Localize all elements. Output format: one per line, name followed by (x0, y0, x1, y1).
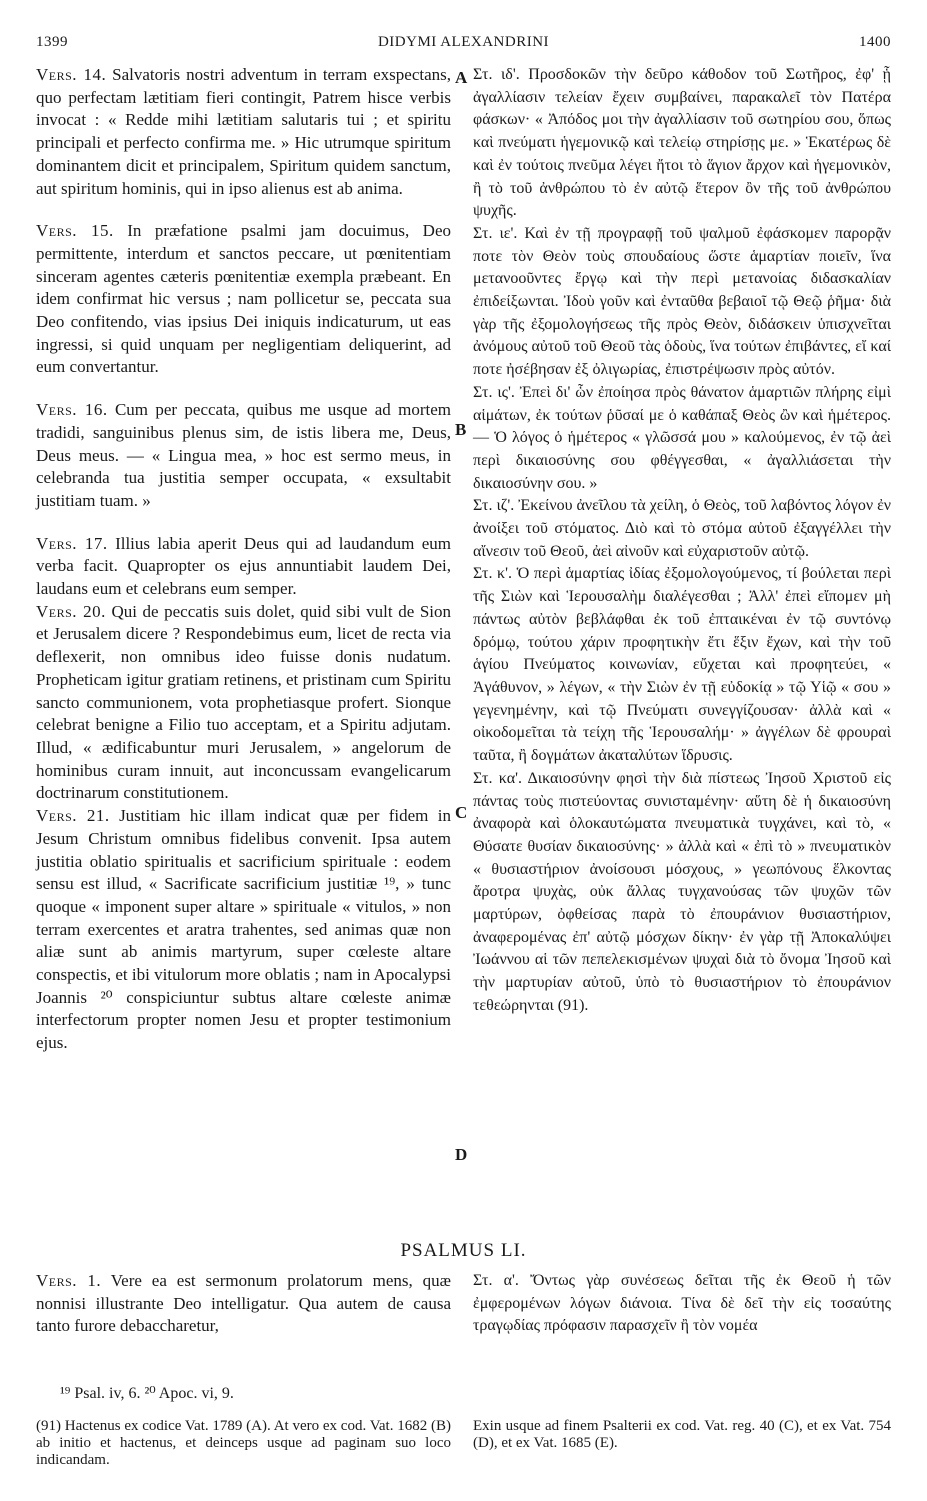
verse-label: Vers. 14. (36, 65, 107, 84)
verse-text: Καὶ ἐν τῇ προγραφῇ τοῦ ψαλμοῦ ἐφάσκομεν παρορᾷν ποτε τὸν Θεὸν τοὺς σπουδαίους ὥστε ἁμαρτίαν ποιεῖν, ἵνα μετανοοῦντες ἔργῳ καὶ τὴν περὶ μετανοίας διδασκαλίαν ἐπιδείξωνται. Ἰδοὺ γοῦν καὶ ἐνταῦθα βεβαιοῖ τῷ Θεῷ ῥῆμα· διὰ γὰρ τῆς ἐξομολογήσεως τῆς πρὸς Θεὸν, διδάσκειν ὑπισχνεῖται ἀνόμους αὐτοῦ τοῦ Θεοῦ τὰς ὁδοὺς, ἵνα τούτων ἐπιβάντες, εἴ καί ποτε ἠσέβησαν ἐξ ὀλιγωρίας, ἐπιστρέψωσιν πρὸς αὐτόν. (473, 224, 892, 379)
verse-label: Vers. 1. (36, 1271, 102, 1290)
verse-label: Στ. ιε'. (473, 224, 518, 242)
greek-verse-17 (473, 495, 891, 563)
footnote-sources: Exin usque ad finem Psalterii ex cod. Vat. reg. 40 (C), et ex Vat. 754 (D), et ex Vat. 1685 (E). (473, 1418, 891, 1451)
greek-verse-14 (473, 64, 891, 223)
verse-label: Στ. κ'. (473, 565, 512, 583)
verse-text: Salvatoris nostri adventum in terram exspectans, quo perfectam lætitiam fieri contingit, Patrem hisce verbis invocat : « Redde mihi lætitiam salutaris tui ; et spiritu principali et perfecto confirma me. » Hic utrumque spiritum dominantem dicit et principalem, Spiritum quidem sanctum, aut spiritum hominis, qui in ipso alienus est ab anima. (36, 65, 451, 198)
verse-text: Ἐκείνου ἀνεῖλου τὰ χείλη, ὁ Θεὸς, τοῦ λαβόντος λόγον ἐν ἀνοίξει τοῦ στόματος. Διὸ καὶ τὸ στόμα αὐτοῦ ἐξαγγέλλει τὴν αἴνεσιν τοῦ Θεοῦ, ἀεὶ αἰνοῦν καὶ εὐχαριστοῦν αὐτῷ. (473, 497, 892, 560)
latin-column (36, 64, 451, 1055)
latin-column-bottom (36, 1270, 451, 1338)
verse-label: Vers. 21. (36, 806, 110, 826)
verse-text: Vere ea est sermonum prolatorum mens, quæ nonnisi illustrante Deo intelligatur. Qua autem de causa tanto furore debaccharetur, (36, 1271, 451, 1335)
latin-verse-14 (36, 64, 451, 200)
greek-verse-21 (473, 768, 891, 1018)
page-number-right: 1400 (859, 34, 891, 50)
verse-text: In præfatione psalmi jam docuimus, Deo permittente, interdum et sanctos peccare, ut pœnitentiam sinceram agentes cæteris pœnitentiæ exempla præbeant. En idem confirmat hic versus ; nam pollicetur se, peccata sua Deo confitendo, vias ipsius Dei iniquis indicaturum, ut eas ingressi, si quid unquam per negligentiam deliquerint, ad eum convertantur. (36, 221, 451, 377)
verse-label: Vers. 20. (36, 601, 106, 621)
verse-text: Ἐπεὶ δι' ὧν ἐποίησα πρὸς θάνατον ἁμαρτιῶν πλήρης εἰμὶ αἱμάτων, ἐκ τούτων ῥῦσαί με ὁ καθάπαξ Θεὸς ὢν καὶ ἡμέτερος.— Ὁ λόγος ὁ ἡμέτερος « γλῶσσά μου » καλούμενος, ἐν τῷ ἀεὶ περὶ δικαιοσύνης σου φθέγγεσθαι, « ἀγαλλιάσεται τὴν δικαιοσύνην σου. » (473, 383, 892, 492)
footnote-91: (91) Hactenus ex codice Vat. 1789 (A). At vero ex cod. Vat. 1682 (B) ab initio et hactenus, et deinceps usque ad paginam suo loco indicandam. (36, 1418, 451, 1468)
verse-label: Vers. 17. (36, 533, 108, 553)
page-number-left: 1399 (36, 34, 68, 50)
verse-text: Προσδοκῶν τὴν δεῦρο κάθοδον τοῦ Σωτῆρος, ἐφ' ᾗ ἀγαλλίασιν τελείαν ἔχειν συμβαίνει, παρακαλεῖ τὸν Πατέρα φάσκων· « Ἀπόδος μοι τὴν ἀγαλλίασιν τοῦ σωτηρίου σου, ὅπως καὶ πνεύματι ἡγεμονικῷ καὶ τελείῳ στηρίσῃς με. » Ἑκατέρως δὲ καὶ ἐν τούτοις πνεῦμα λέγει ἤτοι τὸ ἅγιον ἄρχον καὶ ἡγεμονικὸν, ἢ τὸ τοῦ ἀνθρώπου τὸ ἐν αὐτῷ ἕτερον ὂν τῆς τοῦ ἀνθρώπου ψυχῆς. (473, 66, 892, 220)
verse-text: Δικαιοσύνην φησὶ τὴν διὰ πίστεως Ἰησοῦ Χριστοῦ εἰς πάντας τοὺς πιστεύοντας συνισταμένην· αὕτη δὲ ἡ δικαιοσύνη ἀναφορὰ καὶ ὁλοκαυτώματα πνευματικὰ τυγχάνει, καὶ τὸ, « Θύσατε θυσίαν δικαιοσύνης· » ἀλλὰ καὶ « ἐπὶ τὸ » πνευματικὸν « θυσιαστήριον ἀνοίσουσι μόσχους, » γεωπόνους ἕλκοντας ἄροτρα ψυχὰς, οὐκ ἄλλας τυγχανούσας τῶν ψυχῶν τῶν μαρτύρων, ὀφθείσας παρὰ τὸ ἐπουράνιον θυσιαστήριον, ἀναφερομένας ἐπ' αὐτῷ μόσχων δίκην· ἐν γὰρ τῇ Ἀποκαλύψει Ἰωάννου αἱ τῶν πεπελεκισμένων ψυχαὶ διὰ τὸ ὄνομα Ἰησοῦ καὶ τὴν μαρτυρίαν αὐτοῦ, ὑπὸ τὸ θυσιαστήριον τὸ ἐπουράνιον τεθεώρηνται (91). (473, 769, 892, 1014)
margin-marker-a: A (455, 68, 468, 87)
verse-text: Ὁ περὶ ἁμαρτίας ἰδίας ἐξομολογούμενος, τί βούλεται περὶ τῆς Σιὼν καὶ Ἱερουσαλὴμ διαλέγεσθαι ; Ἀλλ' ἐπεὶ εἴπομεν μὴ πάντως αὐτὸν βεβλάφθαι ἐκ τοῦ ἐπταικέναι ἐν τῷ συντόνῳ δρόμῳ, τούτου χάριν προφητικὴν ἔτι ἕξιν ἔχων, καὶ τὴν τοῦ ἁγίου Πνεύματος κοινωνίαν, εὔχεται καὶ προφητεύει, « Ἀγάθυνον, » λέγων, « τὴν Σιὼν ἐν τῇ εὐδοκίᾳ » τῷ Υἱῷ « σου » γεγενημένην, καὶ τῷ Πνεύματι συνεγγίζουσαν· ἀλλὰ καὶ « οἰκοδομεῖται τὰ τείχη τῆς Ἱερουσαλήμ· » ἀγγέλων δὲ φρουραὶ ταῦτα, ἢ δογμάτων ἀκαταλύτων ἵδρυσις. (473, 565, 891, 765)
latin-verse-21 (36, 805, 451, 1055)
verse-label: Στ. ιζ'. (473, 497, 515, 515)
latin-verse-17 (36, 533, 451, 601)
latin-verse-15 (36, 220, 451, 379)
running-header (36, 34, 891, 56)
margin-marker-b: B (455, 420, 467, 439)
verse-label: Στ. ις'. (473, 383, 515, 401)
greek-column-bottom (473, 1270, 891, 1338)
section-title: PSALMUS LI. (400, 1240, 527, 1261)
verse-label: Στ. ιδ'. (473, 66, 520, 83)
scripture-references: ¹⁹ Psal. iv, 6. ²⁰ Apoc. vi, 9. (60, 1385, 234, 1402)
verse-label: Vers. 15. (36, 221, 114, 241)
margin-marker-c: C (455, 803, 468, 822)
greek-verse-15 (473, 223, 891, 382)
verse-text: Qui de peccatis suis dolet, quid sibi vult de Sion et Jerusalem dicere ? Respondebimus eum, licet de recta via deflexerit, non omnibus ideo fuisse donis nudatum. Propheticam igitur gratiam retinens, et pristinam cum Spiritu sancto communionem, vota prophetiasque profert. Sionque celebrat benigne a Filio tuo acceptam, et a Spiritu adjutam. Illud, « ædificabuntur muri Jerusalem, » angelorum de hominibus curam innuit, aut inconcussam evangelicarum doctrinarum constitutionem. (36, 601, 451, 803)
verse-label: Στ. α'. (473, 1272, 519, 1289)
latin-verse-20 (36, 601, 451, 805)
greek-verse-1 (473, 1270, 891, 1338)
verse-label: Στ. κα'. (473, 769, 522, 787)
margin-marker-d: D (455, 1145, 468, 1164)
verse-text: Justitiam hic illam indicat quæ per fidem in Jesum Christum omnibus fidelibus convenit. Ipsa autem justitia oblatio spiritualis et sacrificium spirituale : eodem sensu est illud, « Sacrificate sacrificium justitiæ ¹⁹, » tunc quoque « imponent super altare » spirituale « vitulos, » non terram exercentes et aratra trahentes, sed animas quæ non aliæ sunt ab animis martyrum, super cœleste altare conspectis, et ibi vitulorum more oblatis ; nam in Apocalypsi Joannis ²⁰ conspiciuntur subtus altare cœleste animæ interfectorum propter nomen Jesu et propter testimonium ejus. (36, 806, 452, 1053)
running-title: DIDYMI ALEXANDRINI (377, 34, 550, 50)
verse-text: Illius labia aperit Deus qui ad laudandum eum verba facit. Quapropter os ejus annuntiabit laudem Dei, laudans eum et celebrans eum semper. (36, 533, 451, 599)
verse-text: Ὄντως γὰρ συνέσεως δεῖται τῆς ἐκ Θεοῦ ἡ τῶν ἐμφερομένων λόγων διάνοια. Τίνα δὲ δεῖ τὴν εἰς τοσαύτης τραγῳδίας πρόφασιν παρασχεῖν ἢ τὸν νομέα (473, 1272, 891, 1334)
latin-verse-16 (36, 399, 451, 513)
verse-label: Vers. 16. (36, 400, 108, 420)
greek-verse-20 (473, 563, 891, 767)
verse-text: Cum per peccata, quibus me usque ad mortem tradidi, sanguinibus plenus sim, de istis libera me, Deus, Deus meus. — « Lingua mea, » hoc est sermo meus, in celebranda tua justitia semper occupata, « exsultabit justitiam tuam. » (36, 400, 451, 510)
greek-column (473, 64, 891, 1018)
latin-verse-1 (36, 1270, 451, 1338)
greek-verse-16 (473, 382, 891, 496)
